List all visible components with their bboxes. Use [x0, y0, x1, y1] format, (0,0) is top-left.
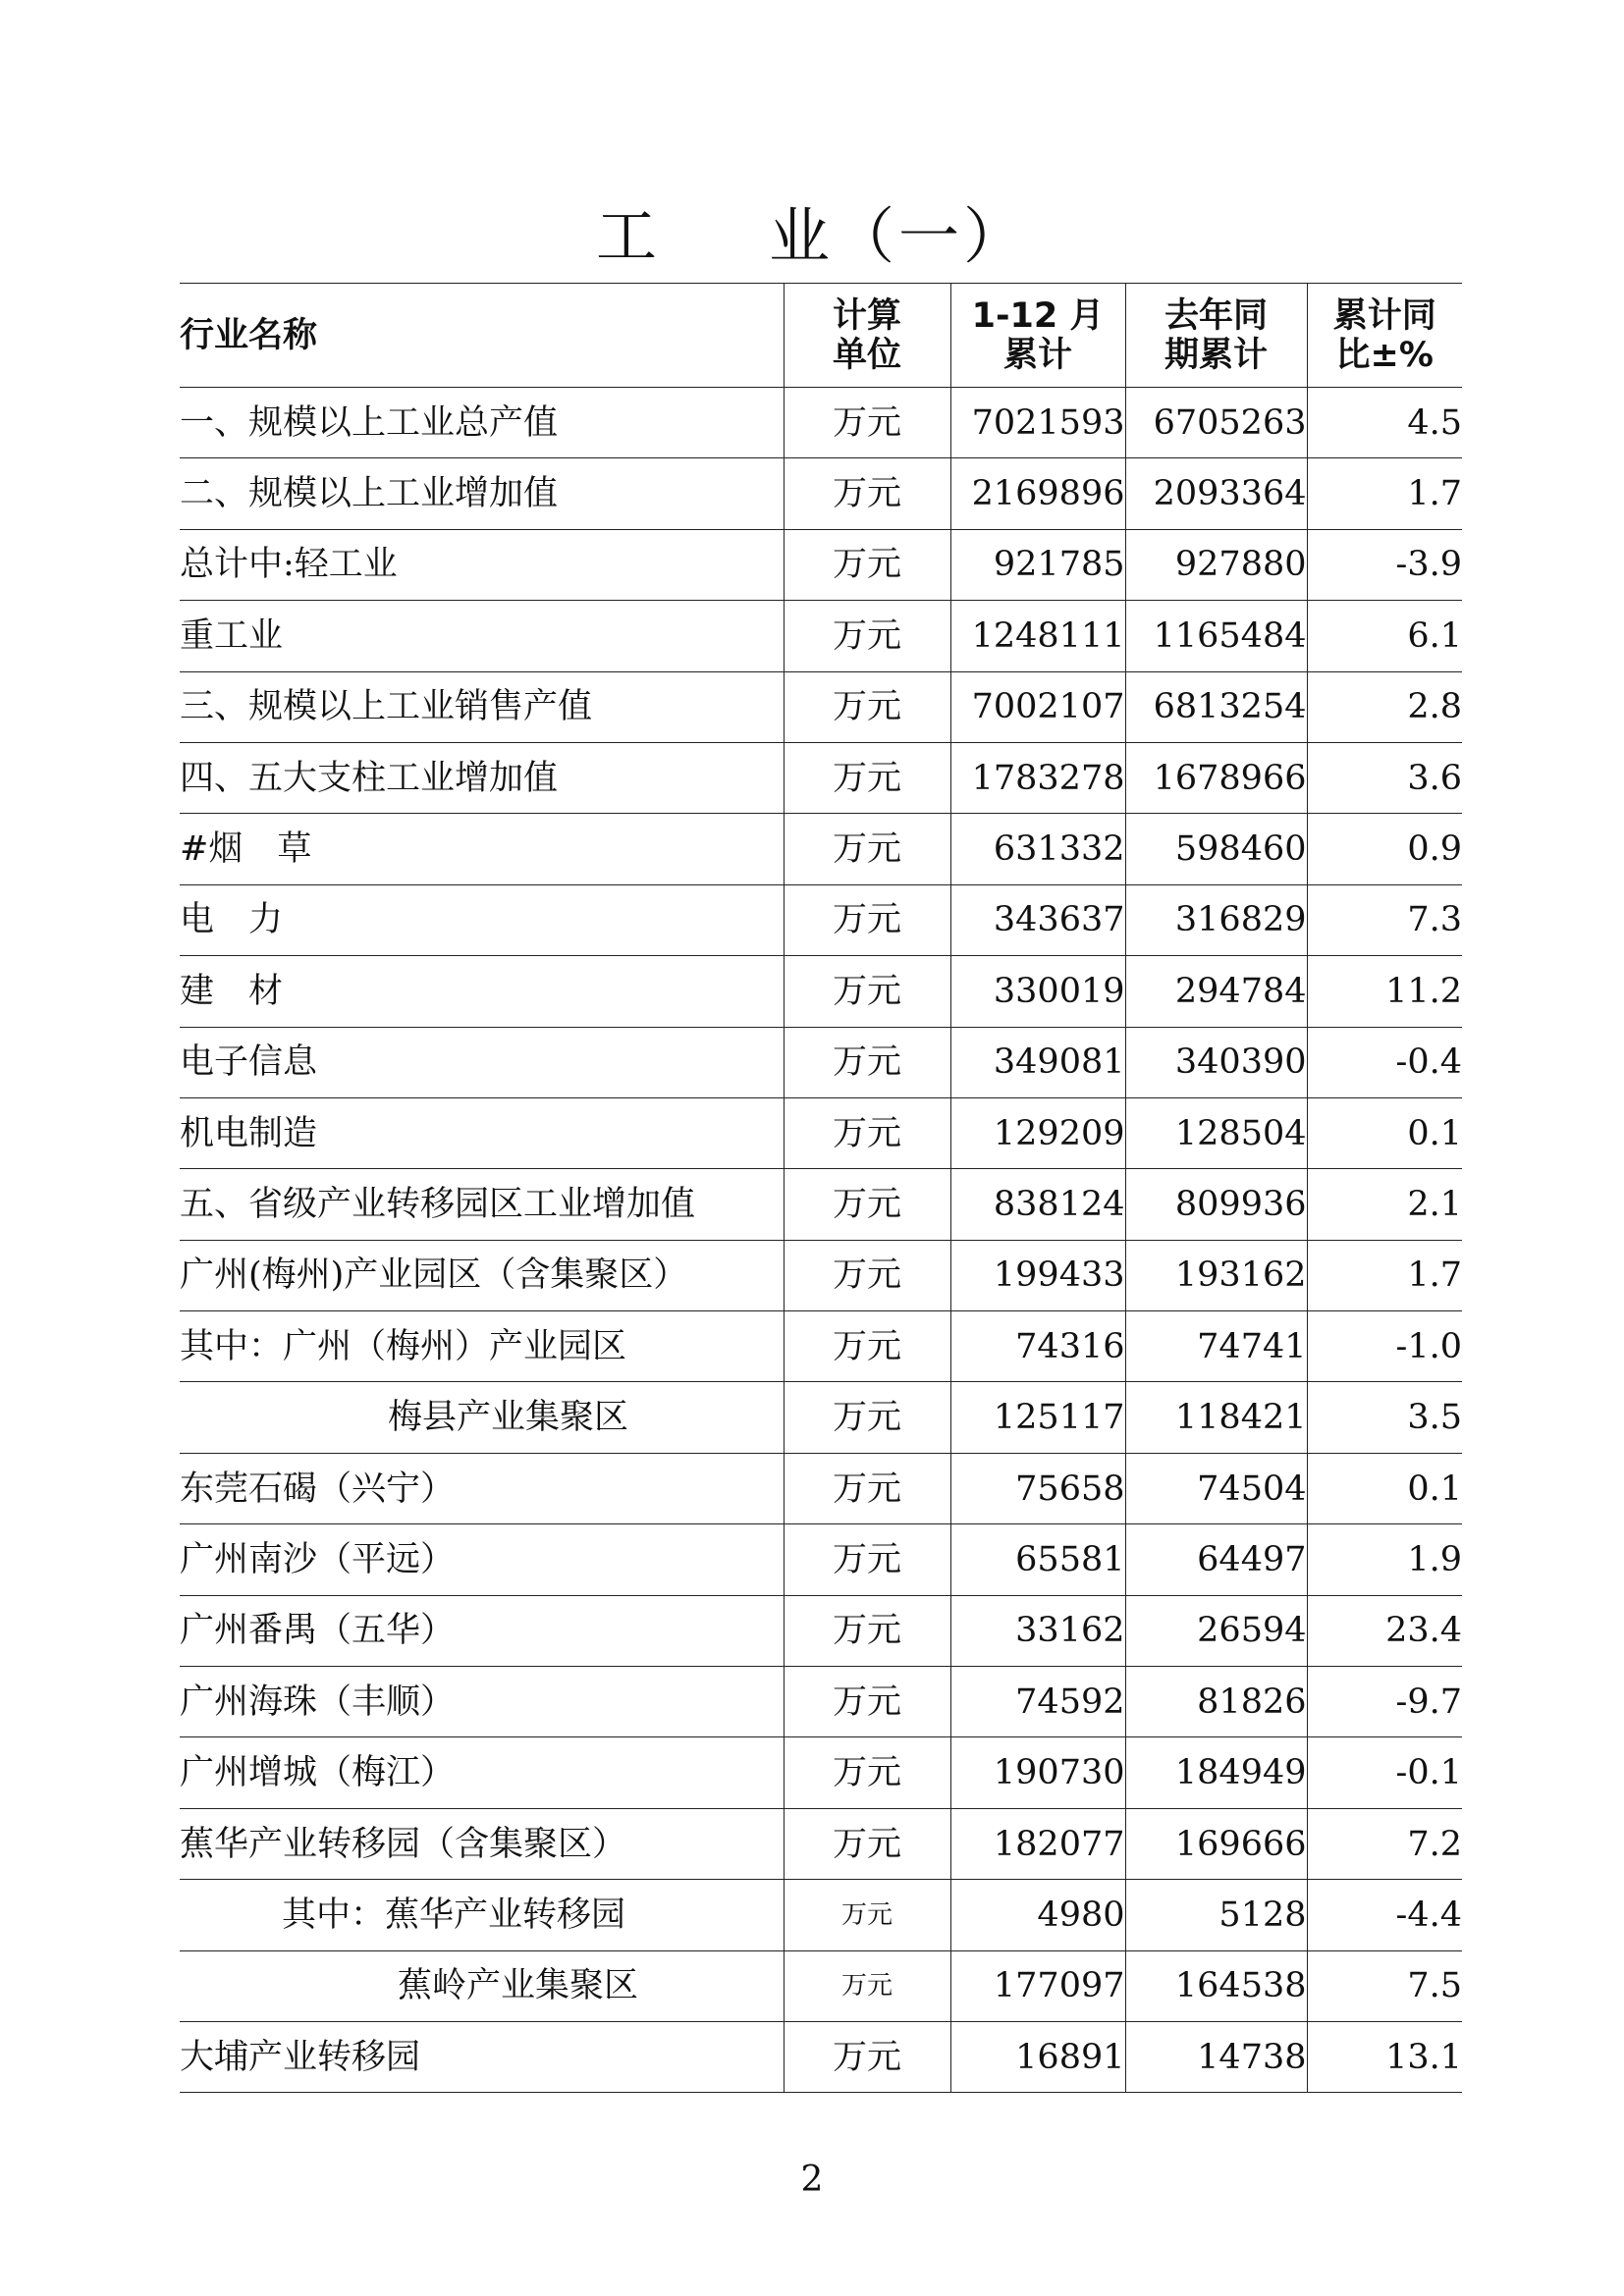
- row-change: 13.1: [1307, 2021, 1462, 2092]
- page-title: [0, 201, 1624, 272]
- row-unit: 万元: [784, 458, 950, 529]
- row-previous: 74504: [1125, 1453, 1307, 1523]
- row-change: 7.3: [1307, 884, 1462, 955]
- row-unit: 万元: [784, 1240, 950, 1310]
- row-unit: 万元: [784, 742, 950, 813]
- table-row: [180, 529, 1462, 600]
- row-change: 23.4: [1307, 1595, 1462, 1666]
- row-previous: 26594: [1125, 1595, 1307, 1666]
- row-name: 其中：广州（梅州）产业园区: [180, 1311, 784, 1382]
- row-current: 7002107: [950, 671, 1125, 742]
- page-title-part2: 业（一）: [769, 200, 1029, 272]
- row-name: 二、规模以上工业增加值: [180, 458, 784, 529]
- row-current: 838124: [950, 1169, 1125, 1240]
- table-row: [180, 1737, 1462, 1808]
- header-unit-line2: 单位: [832, 335, 901, 375]
- row-change: 1.7: [1307, 1240, 1462, 1310]
- row-previous: 128504: [1125, 1097, 1307, 1168]
- row-change: 0.1: [1307, 1453, 1462, 1523]
- table-row: [180, 814, 1462, 884]
- row-change: 11.2: [1307, 956, 1462, 1027]
- row-unit: 万元: [784, 814, 950, 884]
- row-current: 2169896: [950, 458, 1125, 529]
- row-change: 2.1: [1307, 1169, 1462, 1240]
- row-current: 74592: [950, 1667, 1125, 1737]
- row-name: 电子信息: [180, 1027, 784, 1097]
- row-change: -4.4: [1307, 1880, 1462, 1950]
- table-row: [180, 671, 1462, 742]
- row-change: 3.5: [1307, 1382, 1462, 1453]
- row-current: 75658: [950, 1453, 1125, 1523]
- row-current: 177097: [950, 1950, 1125, 2021]
- header-change-line2: 比±%: [1335, 335, 1434, 375]
- row-current: 7021593: [950, 388, 1125, 458]
- header-industry-name: 行业名称: [180, 284, 784, 388]
- table-row: [180, 1097, 1462, 1168]
- row-previous: 169666: [1125, 1808, 1307, 1879]
- row-unit: 万元: [784, 1595, 950, 1666]
- row-unit: 万元: [784, 2021, 950, 2092]
- row-previous: 14738: [1125, 2021, 1307, 2092]
- row-previous: 809936: [1125, 1169, 1307, 1240]
- row-previous: 5128: [1125, 1880, 1307, 1950]
- row-name: 大埔产业转移园: [180, 2021, 784, 2092]
- table-row: [180, 1027, 1462, 1097]
- row-name: 广州南沙（平远）: [180, 1524, 784, 1595]
- row-change: -9.7: [1307, 1667, 1462, 1737]
- row-change: 4.5: [1307, 388, 1462, 458]
- row-current: 190730: [950, 1737, 1125, 1808]
- row-unit: 万元: [784, 1453, 950, 1523]
- header-change-line1: 累计同: [1332, 295, 1436, 336]
- table-row: [180, 458, 1462, 529]
- table-row: [180, 1382, 1462, 1453]
- row-unit: 万元: [784, 1311, 950, 1382]
- row-unit: 万元: [784, 529, 950, 600]
- row-name: 重工业: [180, 601, 784, 671]
- table-row: [180, 742, 1462, 813]
- header-unit: [784, 284, 950, 388]
- header-unit-line1: 计算: [832, 295, 901, 336]
- table-header-row: [180, 284, 1462, 388]
- row-change: 3.6: [1307, 742, 1462, 813]
- row-previous: 81826: [1125, 1667, 1307, 1737]
- row-current: 33162: [950, 1595, 1125, 1666]
- row-change: 0.9: [1307, 814, 1462, 884]
- table-row: [180, 1169, 1462, 1240]
- table-row: [180, 1453, 1462, 1523]
- row-unit: 万元: [784, 1524, 950, 1595]
- row-name: 蕉华产业转移园（含集聚区）: [180, 1808, 784, 1879]
- row-previous: 64497: [1125, 1524, 1307, 1595]
- row-current: 16891: [950, 2021, 1125, 2092]
- row-name: 蕉岭产业集聚区: [180, 1950, 784, 2021]
- table-row: [180, 1880, 1462, 1950]
- row-current: 4980: [950, 1880, 1125, 1950]
- row-unit: 万元: [784, 1169, 950, 1240]
- row-previous: 1165484: [1125, 601, 1307, 671]
- table-row: [180, 1311, 1462, 1382]
- row-unit: 万元: [784, 956, 950, 1027]
- row-previous: 164538: [1125, 1950, 1307, 2021]
- table-row: [180, 1240, 1462, 1310]
- page-title-part1: 工: [595, 200, 661, 272]
- row-unit: 万元: [784, 1667, 950, 1737]
- row-previous: 294784: [1125, 956, 1307, 1027]
- row-name: 总计中:轻工业: [180, 529, 784, 600]
- row-change: -3.9: [1307, 529, 1462, 600]
- page-number: 2: [800, 2160, 824, 2200]
- table-row: [180, 1667, 1462, 1737]
- row-change: -0.1: [1307, 1737, 1462, 1808]
- row-previous: 2093364: [1125, 458, 1307, 529]
- table-row: [180, 2021, 1462, 2092]
- row-name: 其中：蕉华产业转移园: [180, 1880, 784, 1950]
- row-change: -1.0: [1307, 1311, 1462, 1382]
- table-row: [180, 956, 1462, 1027]
- row-previous: 598460: [1125, 814, 1307, 884]
- header-current-line1: 1-12 月: [971, 295, 1105, 336]
- industry-stats-table: [180, 283, 1462, 2093]
- row-unit: 万元: [784, 884, 950, 955]
- row-unit: 万元: [784, 1808, 950, 1879]
- row-current: 349081: [950, 1027, 1125, 1097]
- row-name: 三、规模以上工业销售产值: [180, 671, 784, 742]
- row-current: 1248111: [950, 601, 1125, 671]
- row-name: #烟 草: [180, 814, 784, 884]
- row-name: 建 材: [180, 956, 784, 1027]
- header-previous-line2: 期累计: [1164, 335, 1268, 375]
- row-current: 343637: [950, 884, 1125, 955]
- row-current: 65581: [950, 1524, 1125, 1595]
- row-previous: 6813254: [1125, 671, 1307, 742]
- row-unit: 万元: [784, 1950, 950, 2021]
- table-row: [180, 1524, 1462, 1595]
- table-row: [180, 601, 1462, 671]
- table-row: [180, 388, 1462, 458]
- row-current: 74316: [950, 1311, 1125, 1382]
- table-row: [180, 1950, 1462, 2021]
- row-unit: 万元: [784, 1382, 950, 1453]
- row-current: 631332: [950, 814, 1125, 884]
- row-change: 0.1: [1307, 1097, 1462, 1168]
- row-unit: 万元: [784, 388, 950, 458]
- row-previous: 1678966: [1125, 742, 1307, 813]
- row-name: 梅县产业集聚区: [180, 1382, 784, 1453]
- row-name: 广州番禺（五华）: [180, 1595, 784, 1666]
- row-previous: 193162: [1125, 1240, 1307, 1310]
- header-current-line2: 累计: [1002, 335, 1072, 375]
- row-unit: 万元: [784, 1027, 950, 1097]
- row-previous: 118421: [1125, 1382, 1307, 1453]
- row-change: -0.4: [1307, 1027, 1462, 1097]
- row-name: 四、五大支柱工业增加值: [180, 742, 784, 813]
- row-current: 199433: [950, 1240, 1125, 1310]
- row-current: 1783278: [950, 742, 1125, 813]
- row-change: 1.9: [1307, 1524, 1462, 1595]
- row-name: 机电制造: [180, 1097, 784, 1168]
- row-previous: 74741: [1125, 1311, 1307, 1382]
- table-row: [180, 1595, 1462, 1666]
- row-name: 广州增城（梅江）: [180, 1737, 784, 1808]
- header-current-total: [950, 284, 1125, 388]
- row-previous: 184949: [1125, 1737, 1307, 1808]
- row-name: 广州(梅州)产业园区（含集聚区）: [180, 1240, 784, 1310]
- row-unit: 万元: [784, 1097, 950, 1168]
- header-previous-total: [1125, 284, 1307, 388]
- row-previous: 316829: [1125, 884, 1307, 955]
- row-unit: 万元: [784, 1737, 950, 1808]
- table-row: [180, 1808, 1462, 1879]
- row-change: 1.7: [1307, 458, 1462, 529]
- row-change: 7.2: [1307, 1808, 1462, 1879]
- row-unit: 万元: [784, 601, 950, 671]
- header-previous-line1: 去年同: [1164, 295, 1268, 336]
- row-unit: 万元: [784, 1880, 950, 1950]
- row-previous: 6705263: [1125, 388, 1307, 458]
- row-name: 一、规模以上工业总产值: [180, 388, 784, 458]
- row-current: 182077: [950, 1808, 1125, 1879]
- row-name: 五、省级产业转移园区工业增加值: [180, 1169, 784, 1240]
- row-previous: 340390: [1125, 1027, 1307, 1097]
- row-name: 电 力: [180, 884, 784, 955]
- header-change-percent: [1307, 284, 1462, 388]
- row-unit: 万元: [784, 671, 950, 742]
- row-current: 125117: [950, 1382, 1125, 1453]
- row-current: 921785: [950, 529, 1125, 600]
- row-change: 2.8: [1307, 671, 1462, 742]
- row-change: 6.1: [1307, 601, 1462, 671]
- row-change: 7.5: [1307, 1950, 1462, 2021]
- row-current: 330019: [950, 956, 1125, 1027]
- row-previous: 927880: [1125, 529, 1307, 600]
- row-current: 129209: [950, 1097, 1125, 1168]
- row-name: 广州海珠（丰顺）: [180, 1667, 784, 1737]
- row-name: 东莞石碣（兴宁）: [180, 1453, 784, 1523]
- table-row: [180, 884, 1462, 955]
